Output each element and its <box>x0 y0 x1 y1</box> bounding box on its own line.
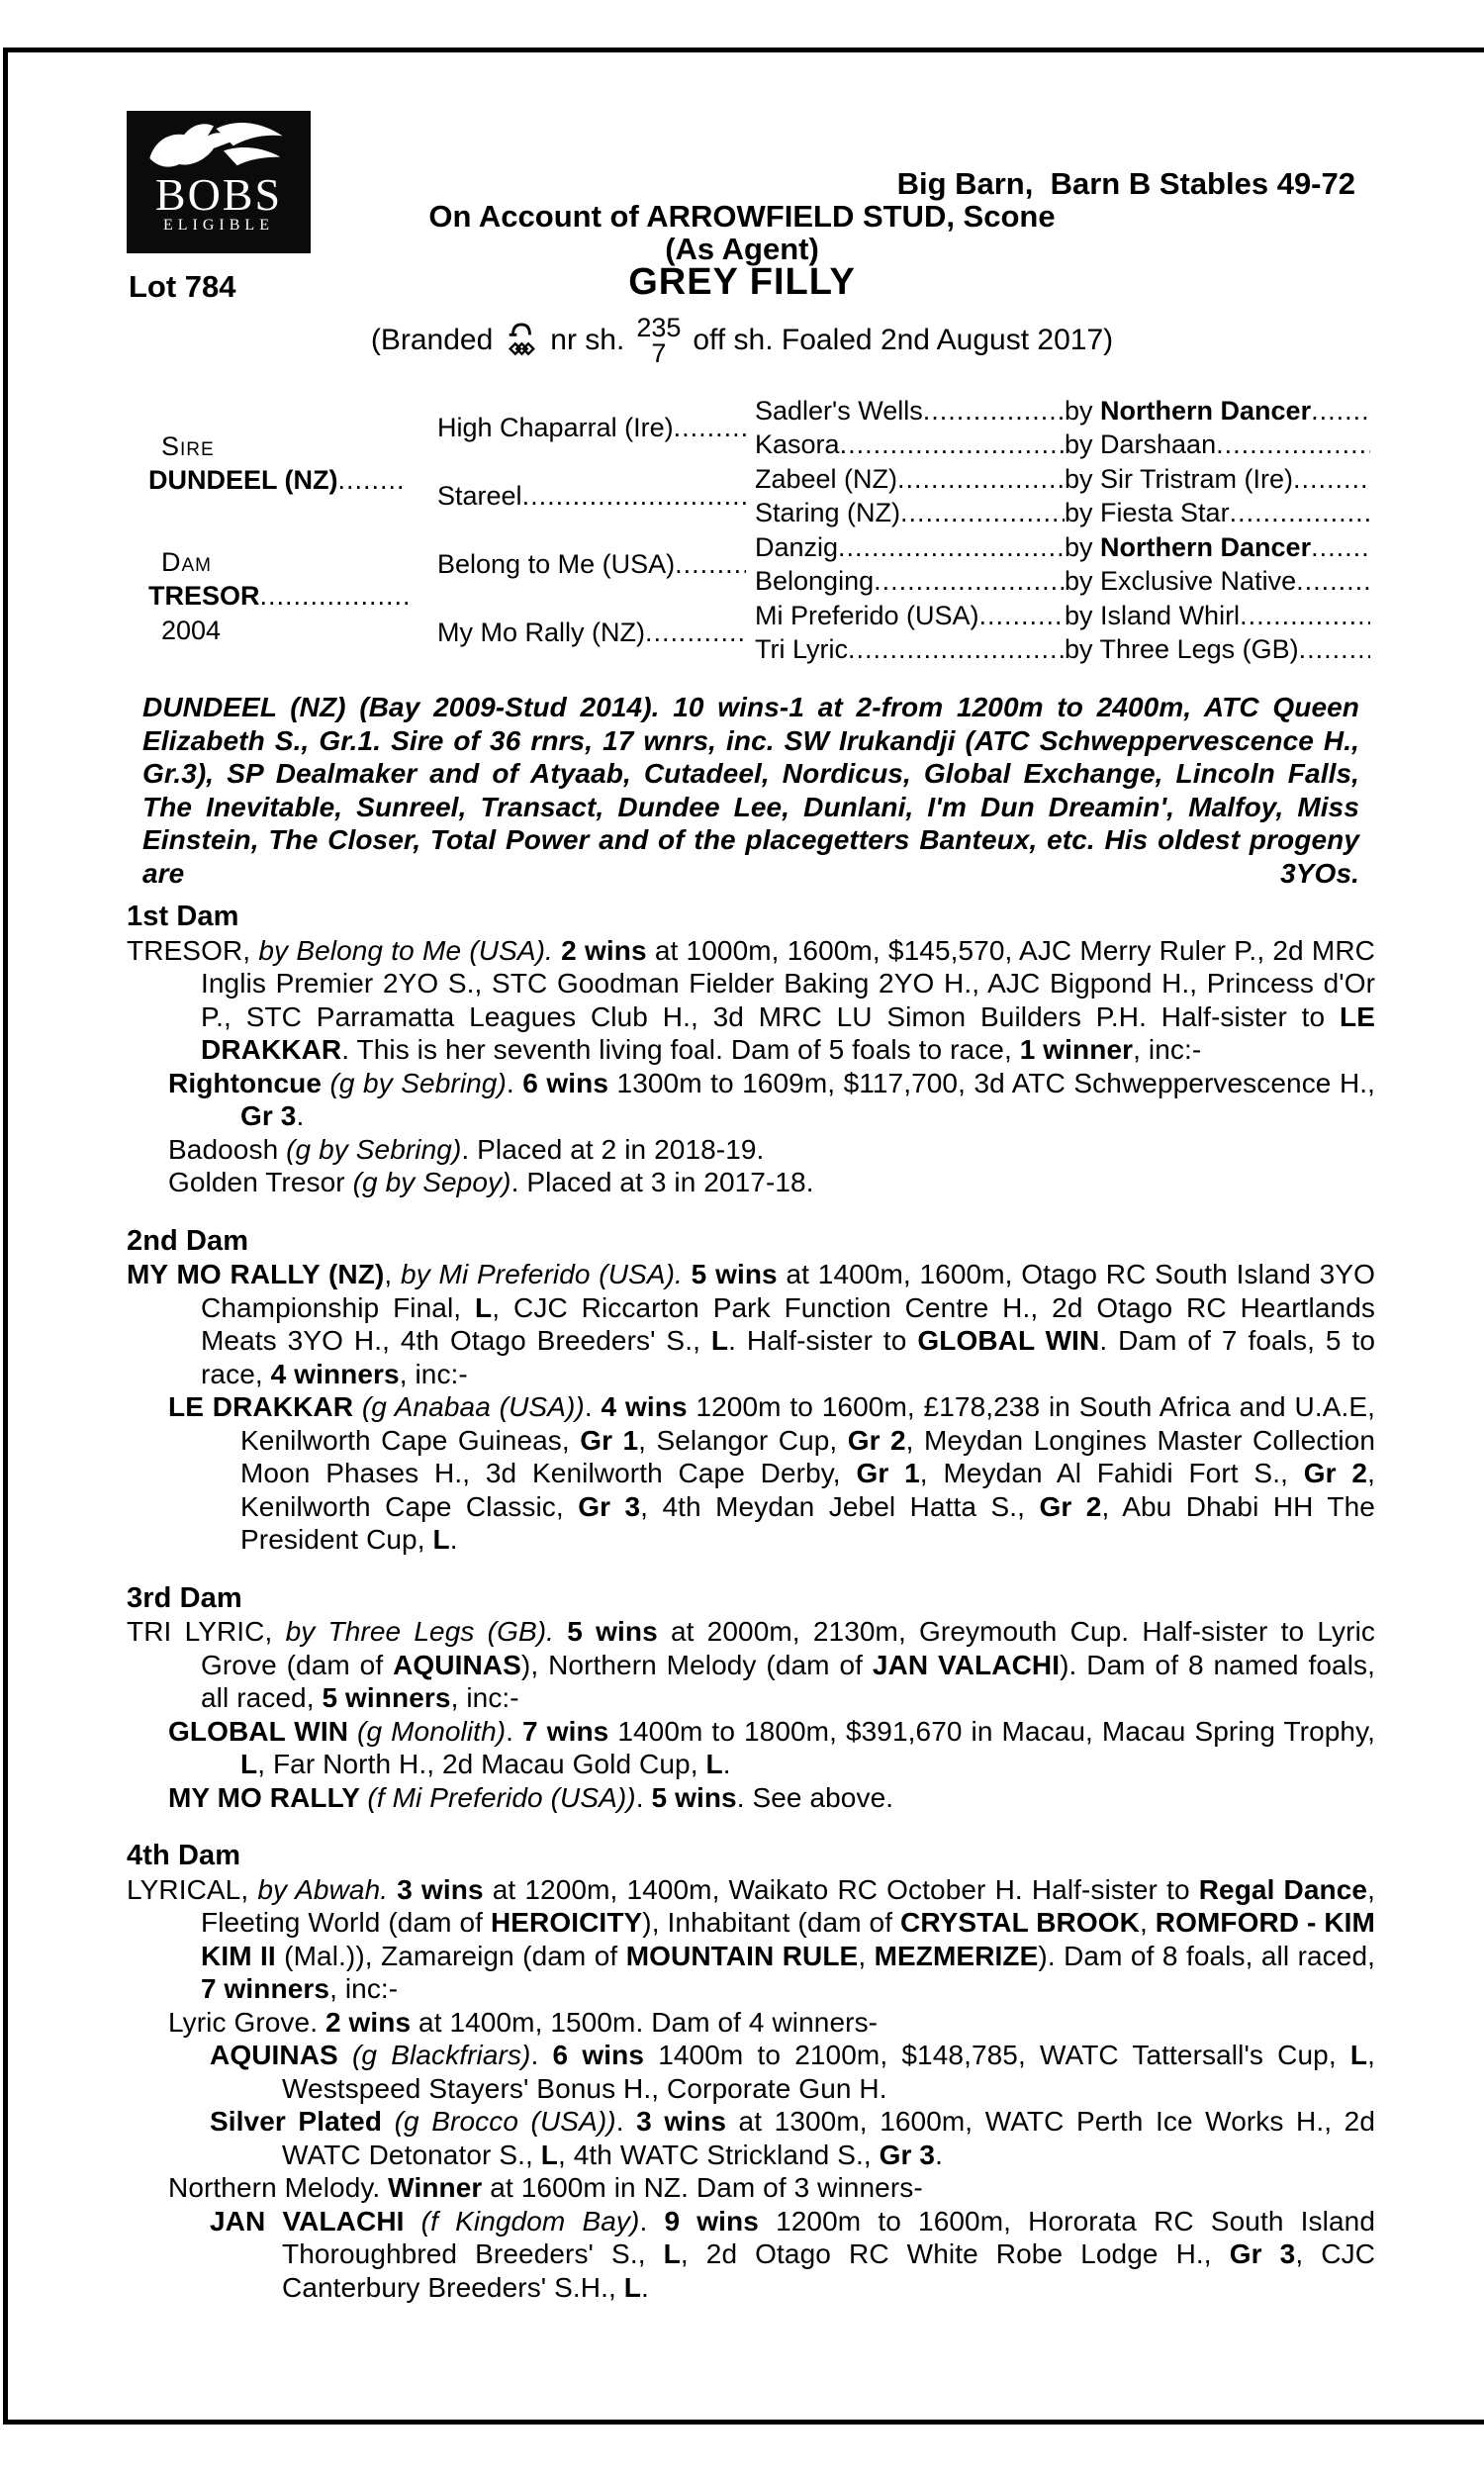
progeny-paragraph: LE DRAKKAR (g Anabaa (USA)). 4 wins 1200m to 1600m, £178,238 in South Africa and U.A.E, Kenilworth Cape Guineas, Gr 1, Selangor Cup, Gr 2, Meydan Longines Master Collection Moon Phases H., 3d Kenilworth Cape Derby, Gr 1, Meydan Al Fahidi Fort S., Gr 2, Kenilworth Cape Classic, Gr 3, 4th Meydan Jebel Hatta S., Gr 2, Abu Dhabi HH The President Cup, L. <box>168 1391 1376 1555</box>
dam-section-header-1: 1st Dam <box>127 901 239 932</box>
gen2-row-high-chaparral: High Chaparral (Ire) ..... <box>437 413 746 444</box>
arrowfield-brand-mark-icon <box>505 321 538 360</box>
stable-location-line: Big Barn, Barn B Stables 49-72 <box>896 166 1355 201</box>
leader-dots <box>1293 464 1370 496</box>
gen2-row-belong-to-me: Belong to Me (USA) ..... <box>437 549 746 581</box>
leader-dots <box>675 549 746 581</box>
dam-paragraph: TRI LYRIC, by Three Legs (GB). 5 wins at 2000m, 2130m, Greymouth Cup. Half-sister to Lyric Grove (dam of AQUINAS), Northern Melody (dam of JAN VALACHI). Dam of 8 named foals, all raced, 5 winners, inc:- <box>127 1616 1375 1713</box>
sire-name-row <box>148 465 408 497</box>
leader-dots <box>848 634 1065 666</box>
leader-dots <box>923 396 1065 428</box>
progeny-paragraph: Badoosh (g by Sebring). Placed at 2 in 2018-19. <box>168 1133 765 1165</box>
sire-summary-paragraph: DUNDEEL (NZ) (Bay 2009-Stud 2014). 10 wins-1 at 2-from 1200m to 2400m, ATC Queen Elizabeth S., Gr.1. Sire of 36 rnrs, 17 wnrs, inc. SW Irukandji (ATC Schweppervescence H., Gr.3), SP Dealmaker and of Atyaab, Cutadeel, Nordicus, Global Exchange, Lincoln Falls, The Inevitable, Sunreel, Transact, Dundee Lee, Dunlani, I'm Dun Dreamin', Malfoy, Miss Einstein, The Closer, Total Power and of the placegetters Banteux, etc. His oldest progeny are 3YOs. <box>142 692 1359 889</box>
lot-number: Lot 784 <box>129 269 236 304</box>
progeny-paragraph: Northern Melody. Winner at 1600m in NZ. Dam of 3 winners- <box>168 2172 923 2203</box>
dam-paragraph: MY MO RALLY (NZ), by Mi Preferido (USA). 5 wins at 1400m, 1600m, Otago RC South Island 3YO Championship Final, L, CJC Riccarton Park Function Centre H., 2d Otago RC Heartlands Meats 3YO H., 4th Otago Breeders' S., L. Half-sister to GLOBAL WIN. Dam of 7 foals, 5 to race, 4 winners, inc:- <box>127 1259 1376 1389</box>
dam-section-header-2: 2nd Dam <box>127 1224 249 1257</box>
gen3-row: Sadler's Wells ..... by Northern Dancer ..... <box>755 396 1370 428</box>
gen3-row: Mi Preferido (USA) ..... by Island Whirl ..... <box>755 601 1370 632</box>
progeny-paragraph: Golden Tresor (g by Sepoy). Placed at 3 in 2017-18. <box>168 1167 814 1197</box>
leader-dots <box>897 464 1065 496</box>
branded-prefix: (Branded <box>370 324 494 356</box>
dam-paragraph: LYRICAL, by Abwah. 3 wins at 1200m, 1400m, Waikato RC October H. Half-sister to Regal Dance, Fleeting World (dam of HEROICITY), Inhabitant (dam of CRYSTAL BROOK, ROMFORD - KIM KIM II (Mal.)), Zamareign (dam of MOUNTAIN RULE, MEZMERIZE). Dam of 8 foals, all raced, 7 winners, inc:- <box>127 1873 1375 2004</box>
leader-dots <box>979 601 1065 632</box>
gen3-row: Kasora ..... by Darshaan ..... <box>755 429 1370 461</box>
pedigree-text <box>127 691 1375 2304</box>
horse-head-icon <box>144 119 293 174</box>
gen2-row-my-mo-rally: My Mo Rally (NZ) ..... <box>437 618 746 649</box>
sire-label: Sire <box>161 431 215 461</box>
gen3-row: Staring (NZ) ..... by Fiesta Star ..... <box>755 498 1370 529</box>
dam-year: 2004 <box>161 616 222 645</box>
leader-dots <box>838 532 1065 564</box>
branded-suffix: off sh. Foaled 2nd August 2017) <box>693 324 1114 356</box>
leader-dots <box>874 566 1065 598</box>
brand-number-bottom: 7 <box>651 338 667 368</box>
dam-paragraph: TRESOR, by Belong to Me (USA). 2 wins at 1000m, 1600m, $145,570, AJC Merry Ruler P., 2d MRC Inglis Premier 2YO S., STC Goodman Fielder Baking 2YO H., AJC Bigpond H., Princess d'Or P., STC Parramatta Leagues Club H., 3d MRC LU Simon Builders P.H. Half-sister to LE DRAKKAR. This is her seventh living foal. Dam of 5 foals to race, 1 winner, inc:- <box>127 934 1375 1065</box>
logo-subtitle: ELIGIBLE <box>163 217 274 234</box>
leader-dots <box>674 413 746 444</box>
progeny-paragraph: Rightoncue (g by Sebring). 6 wins 1300m to 1609m, $117,700, 3d ATC Schweppervescence H., Gr 3. <box>168 1067 1376 1131</box>
leader-dots <box>1311 532 1370 564</box>
dam-section-header-3: 3rd Dam <box>127 1581 242 1614</box>
progeny-paragraph: Silver Plated (g Brocco (USA)). 3 wins at 1300m, 1600m, WATC Perth Ice Works H., 2d WATC Detonator S., L, 4th WATC Strickland S., Gr 3. <box>210 2106 1376 2170</box>
progeny-paragraph: AQUINAS (g Blackfriars). 6 wins 1400m to 2100m, $148,785, WATC Tattersall's Cup, L, Westspeed Stayers' Bonus H., Corporate Gun H. <box>210 2040 1375 2104</box>
page-title: GREY FILLY <box>628 261 856 303</box>
dam-label: Dam <box>161 547 212 577</box>
gen2-row-stareel: Stareel ..... <box>437 481 746 513</box>
gen3-row: Danzig ..... by Northern Dancer ..... <box>755 532 1370 564</box>
dam-name: TRESOR <box>148 581 260 611</box>
gen3-row: Tri Lyric ..... by Three Legs (GB) ..... <box>755 634 1370 666</box>
leader-dots <box>338 465 409 497</box>
dam-name-row <box>148 581 408 613</box>
leader-dots <box>645 618 746 649</box>
branded-nr-sh: nr sh. <box>550 324 625 356</box>
leader-dots <box>900 498 1065 529</box>
progeny-paragraph: Lyric Grove. 2 wins at 1400m, 1500m. Dam of 4 winners- <box>168 2006 879 2038</box>
gen3-row: Zabeel (NZ) ..... by Sir Tristram (Ire) ..... <box>755 464 1370 496</box>
leader-dots <box>1299 634 1370 666</box>
brand-number-top: 235 <box>636 313 682 342</box>
leader-dots <box>1230 498 1370 529</box>
leader-dots <box>260 581 408 613</box>
logo-title: BOBS <box>154 169 283 220</box>
leader-dots <box>1240 601 1370 632</box>
vendor-account-line: On Account of ARROWFIELD STUD, Scone <box>428 199 1056 234</box>
progeny-paragraph: GLOBAL WIN (g Monolith). 7 wins 1400m to 1800m, $391,670 in Macau, Macau Spring Trophy, L, Far North H., 2d Macau Gold Cup, L. <box>168 1715 1375 1779</box>
agent-line: (As Agent) <box>665 232 819 266</box>
branded-line <box>0 315 1484 366</box>
leader-dots <box>840 429 1065 461</box>
brand-number-fraction <box>636 315 681 366</box>
leader-dots <box>1216 429 1370 461</box>
progeny-paragraph: MY MO RALLY (f Mi Preferido (USA)). 5 wins. See above. <box>168 1781 894 1813</box>
gen3-row: Belonging ..... by Exclusive Native ..... <box>755 566 1370 598</box>
leader-dots <box>1296 566 1370 598</box>
progeny-paragraph: JAN VALACHI (f Kingdom Bay). 9 wins 1200m to 1600m, Hororata RC South Island Thoroughbred Breeders' S., L, 2d Otago RC White Robe Lodge H., Gr 3, CJC Canterbury Breeders' S.H., L. <box>210 2205 1376 2303</box>
leader-dots <box>522 481 746 513</box>
dam-section-header-4: 4th Dam <box>127 1840 241 1871</box>
sire-name: DUNDEEL (NZ) <box>148 465 338 495</box>
leader-dots <box>1311 396 1370 428</box>
